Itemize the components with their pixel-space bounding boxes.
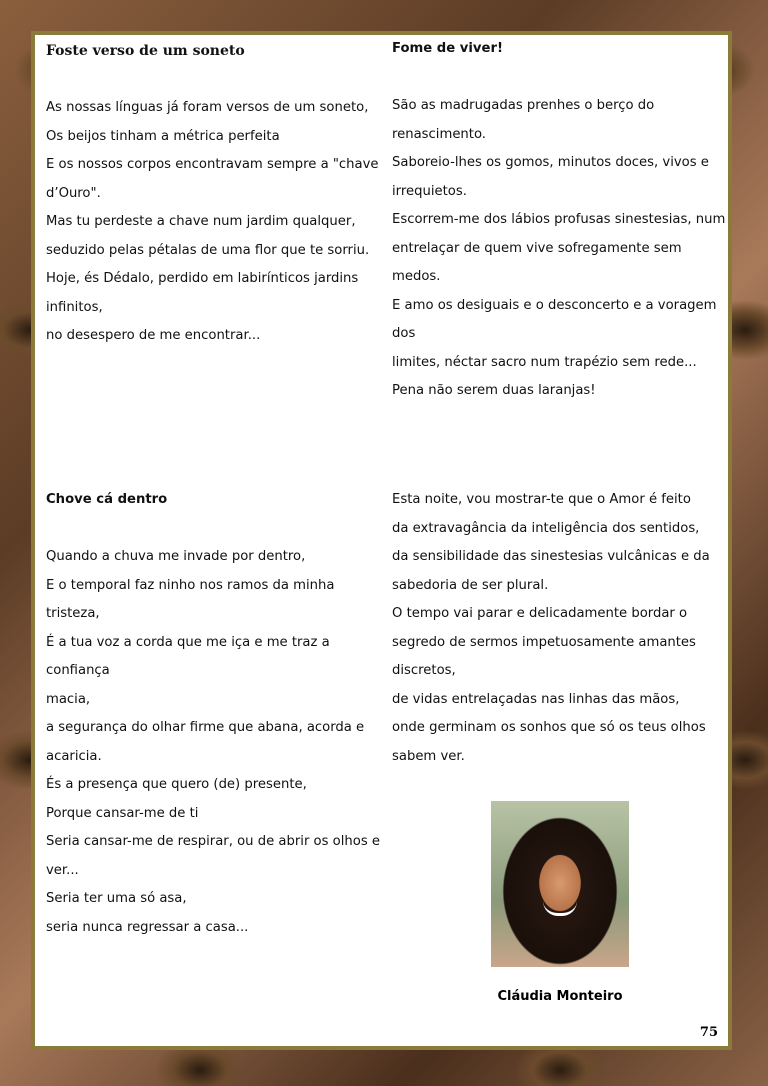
- poem-esta-noite: [392, 486, 727, 771]
- poem-line: E amo os desiguais e o desconcerto e a voragem dos: [392, 297, 717, 341]
- poem-line: E os nossos corpos encontravam sempre a "chave: [46, 157, 379, 172]
- poem-line: Quando a chuva me invade por dentro,: [46, 549, 306, 564]
- poem-line: Porque cansar-me de ti: [46, 805, 199, 821]
- poem-line: macia,: [46, 691, 91, 707]
- poem-line: As nossas línguas já foram versos de um soneto,: [46, 100, 369, 115]
- poem-line: São as madrugadas prenhes o berço do: [392, 98, 655, 113]
- poem-line: E o temporal faz ninho nos ramos da minha tristeza,: [46, 577, 335, 621]
- poem-line: sabem ver.: [392, 748, 465, 764]
- poem-title: Fome de viver!: [392, 41, 503, 56]
- poem-line: O tempo vai parar e delicadamente bordar o: [392, 606, 688, 621]
- poem-line: Seria ter uma só asa,: [46, 891, 187, 906]
- author-name: Cláudia Monteiro: [497, 989, 623, 1004]
- poem-line: da extravagância da inteligência dos sentidos,: [392, 520, 700, 536]
- author-photo: [491, 801, 629, 967]
- page-number: 75: [699, 1025, 718, 1040]
- poem-line: da sensibilidade das sinestesias vulcânicas e da: [392, 549, 710, 564]
- poem-line: entrelaçar de quem vive sofregamente sem medos.: [392, 240, 682, 284]
- poem-fome-de-viver: [392, 35, 727, 406]
- poem-title: Chove cá dentro: [46, 492, 168, 507]
- poem-line: infinitos,: [46, 299, 103, 315]
- poem-line: ver...: [46, 862, 79, 878]
- poem-title: Foste verso de um soneto: [46, 43, 245, 59]
- poem-line: Saboreio-lhes os gomos, minutos doces, vivos e: [392, 155, 709, 170]
- poem-line: onde germinam os sonhos que só os teus olhos: [392, 720, 706, 735]
- poem-foste-verso: [46, 37, 386, 351]
- poem-line: limites, néctar sacro num trapézio sem rede...: [392, 354, 697, 370]
- poem-line: seduzido pelas pétalas de uma flor que te sorriu.: [46, 242, 370, 258]
- poem-line: a segurança do olhar firme que abana, acorda e: [46, 720, 365, 735]
- smile-shape: [543, 901, 577, 916]
- poem-line: Esta noite, vou mostrar-te que o Amor é feito: [392, 492, 691, 507]
- poem-line: irrequietos.: [392, 183, 467, 199]
- poem-line: no desespero de me encontrar...: [46, 328, 261, 343]
- poem-line: d’Ouro".: [46, 185, 101, 201]
- poem-line: Escorrem-me dos lábios profusas sinestesias, num: [392, 212, 726, 227]
- poem-line: Os beijos tinham a métrica perfeita: [46, 128, 280, 144]
- page-frame: [31, 31, 732, 1050]
- poem-line: seria nunca regressar a casa...: [46, 919, 249, 935]
- poem-line: acaricia.: [46, 748, 102, 764]
- poem-line: Pena não serem duas laranjas!: [392, 383, 596, 398]
- poem-line: discretos,: [392, 663, 456, 678]
- poem-chove-ca-dentro: [46, 486, 386, 942]
- poem-line: É a tua voz a corda que me iça e me traz a confiança: [46, 634, 330, 678]
- poem-line: sabedoria de ser plural.: [392, 577, 549, 593]
- poem-line: Seria cansar-me de respirar, ou de abrir os olhos e: [46, 834, 381, 849]
- poem-line: Mas tu perdeste a chave num jardim qualquer,: [46, 214, 356, 229]
- poem-line: renascimento.: [392, 126, 486, 142]
- poem-line: de vidas entrelaçadas nas linhas das mãos,: [392, 691, 680, 707]
- poem-line: És a presença que quero (de) presente,: [46, 777, 307, 792]
- poem-line: segredo de sermos impetuosamente amantes: [392, 634, 696, 650]
- poem-line: Hoje, és Dédalo, perdido em labirínticos jardins: [46, 271, 359, 286]
